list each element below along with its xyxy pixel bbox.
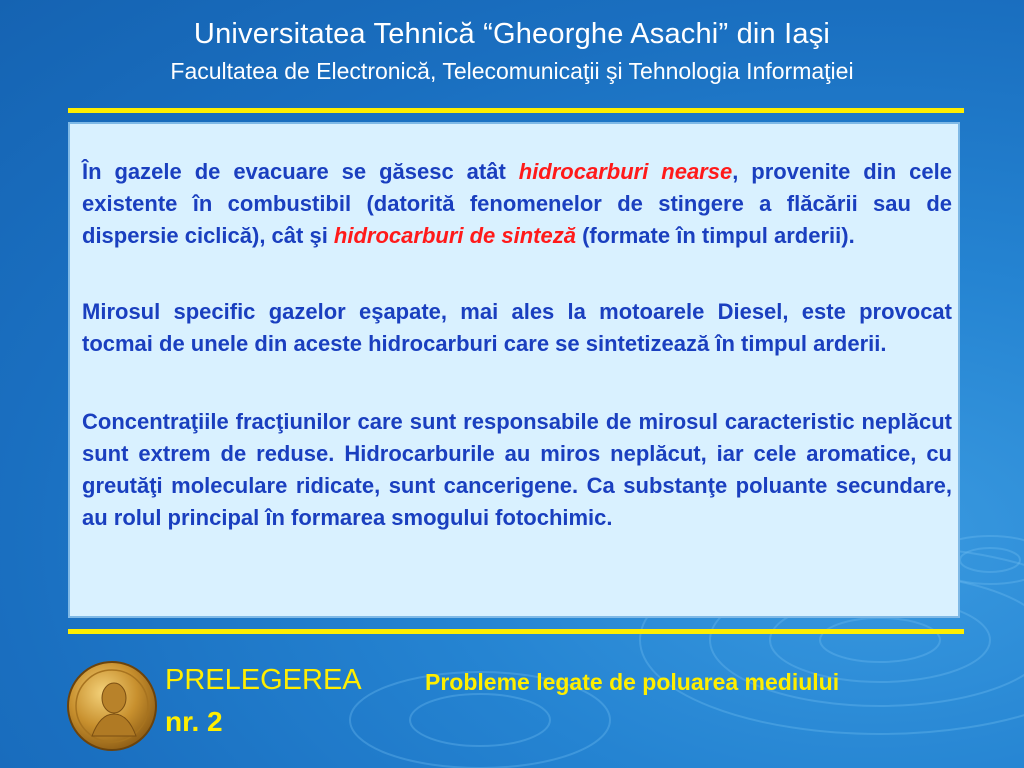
top-divider <box>68 108 964 113</box>
p1-text-1: În gazele de evacuare se găsesc atât <box>82 159 519 184</box>
course-title: Probleme legate de poluarea mediului <box>425 669 840 695</box>
paragraph-hydrocarbons <box>82 156 952 252</box>
p1-text-2: , provenite din cele existente în combustibil (datorită fenomenelor de stingere a flăcării sau de dispersie ciclică), cât şi <box>82 159 953 248</box>
highlight-synthesis-hydrocarbons: hidrocarburi de sinteză <box>333 223 576 248</box>
university-name: Universitatea Tehnică “Gheorghe Asachi” din Iaşi <box>193 18 831 50</box>
paragraph-concentrations: Concentraţiile fracţiunilor care sunt responsabile de mirosul caracteristic neplăcut sunt extrem de reduse. Hidrocarburile au miros neplăcut, iar cele aromatice, cu greutăţi moleculare ridicate, sunt cancerigene. Ca substanţe poluante secundare, au rolul principal în formarea smogului fotochimic. <box>82 409 952 530</box>
lecture-number: nr. 2 <box>165 706 223 737</box>
faculty-name: Facultatea de Electronică, Telecomunicaţii şi Tehnologia Informaţiei <box>170 58 854 84</box>
paragraph-odor: Mirosul specific gazelor eşapate, mai ales la motoarele Diesel, este provocat tocmai de unele din aceste hidrocarburi care se sintetizează în timpul arderii. <box>82 299 952 356</box>
lecture-label: PRELEGEREA <box>165 664 362 696</box>
bottom-divider <box>68 629 964 634</box>
medal-portrait-icon <box>66 660 158 752</box>
highlight-unburned-hydrocarbons: hidrocarburi nearse <box>518 159 733 184</box>
p1-text-3: (formate în timpul arderii). <box>575 223 855 248</box>
